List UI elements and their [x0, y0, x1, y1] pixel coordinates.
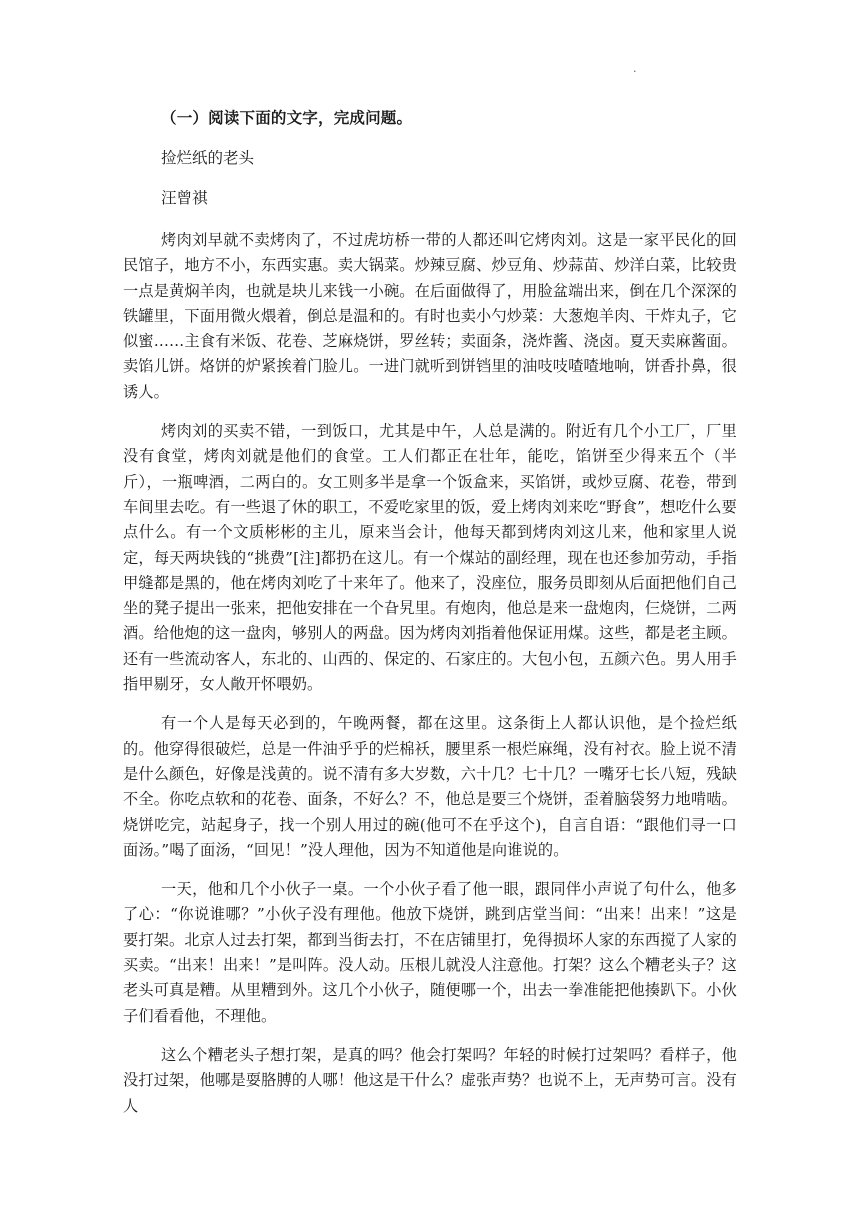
section-heading: （一）阅读下面的文字，完成问题。 — [161, 109, 413, 127]
article-author: 汪曾祺 — [161, 189, 208, 207]
paragraph-3: 有一个人是每天必到的，午晚两餐，都在这里。这条街上人都认识他，是个捡烂纸的。他穿得很破烂，总是一件油乎乎的烂棉袄，腰里系一根烂麻绳，没有衬衣。脸上说不清是什么颜色，好像是浅黄的。说不清有多大岁数，六十几？七十几？一嘴牙七长八短，残缺不全。你吃点软和的花卷、面条，不好么？不，他总是要三个烧饼，歪着脑袋努力地啃啮。烧饼吃完，站起身子，找一个别人用过的碗(他可不在乎这个)，自言自语：“跟他们寻一口面汤。”喝了面汤，“回见！”没人理他，因为不知道他是向谁说的。 — [123, 714, 737, 859]
article-body — [123, 228, 737, 1133]
paragraph-5: 这么个糟老头子想打架，是真的吗？他会打架吗？年轻的时候打过架吗？看样子，他没打过架，他哪是耍胳膊的人哪！他这是干什么？虚张声势？也说不上，无声势可言。没有人 — [123, 1045, 737, 1115]
paragraph-2: 烤肉刘的买卖不错，一到饭口，尤其是中午，人总是满的。附近有几个小工厂，厂里没有食堂，烤肉刘就是他们的食堂。工人们都正在壮年，能吃，馅饼至少得来五个（半斤），一瓶啤酒，二两白的。女工则多半是拿一个饭盒来，买馅饼，或炒豆腐、花卷，带到车间里去吃。有一些退了休的职工，不爱吃家里的饭，爱上烤肉刘来吃“野食”，想吃什么要点什么。有一个文质彬彬的主儿，原来当会计，他每天都到烤肉刘这儿来，他和家里人说定，每天两块钱的“挑费”[注]都扔在这儿。有一个煤站的副经理，现在也还参加劳动，手指甲缝都是黑的，他在烤肉刘吃了十来年了。他来了，没座位，服务员即刻从后面把他们自己坐的凳子提出一张来，把他安排在一个旮旯里。有炮肉，他总是来一盘炮肉，仨烧饼，二两酒。给他炮的这一盘肉，够别人的两盘。因为烤肉刘指着他保证用煤。这些，都是老主顾。还有一些流动客人，东北的、山西的、保定的、石家庄的。大包小包，五颜六色。男人用手指甲剔牙，女人敞开怀喂奶。 — [123, 422, 737, 694]
article-title: 捡烂纸的老头 — [161, 149, 255, 167]
paragraph-4: 一天，他和几个小伙子一桌。一个小伙子看了他一眼，跟同伴小声说了句什么，他多了心：“你说谁哪？”小伙子没有理他。他放下烧饼，跳到店堂当间：“出来！出来！”这是要打架。北京人过去打架，都到当街去打，不在店铺里打，免得损坏人家的东西搅了人家的买卖。“出来！出来！”是叫阵。没人动。压根儿就没人注意他。打架？这么个糟老头子？这老头可真是糟。从里糟到外。这几个小伙子，随便哪一个，出去一拳准能把他揍趴下。小伙子们看看他，不理他。 — [123, 880, 737, 1025]
paragraph-1: 烤肉刘早就不卖烤肉了，不过虎坊桥一带的人都还叫它烤肉刘。这是一家平民化的回民馆子，地方不小，东西实惠。卖大锅菜。炒辣豆腐、炒豆角、炒蒜苗、炒洋白菜，比较贵一点是黄焖羊肉，也就是块儿来钱一小碗。在后面做得了，用脸盆端出来，倒在几个深深的铁罐里，下面用微火煨着，倒总是温和的。有时也卖小勺炒菜：大葱炮羊肉、干炸丸子，它似蜜……主食有米饭、花卷、芝麻烧饼，罗丝转；卖面条，浇炸酱、浇卤。夏天卖麻酱面。卖馅儿饼。烙饼的炉紧挨着门脸儿。一进门就听到饼铛里的油吱吱喳喳地响，饼香扑鼻，很诱人。 — [123, 231, 737, 401]
page-mark: . — [633, 62, 637, 75]
